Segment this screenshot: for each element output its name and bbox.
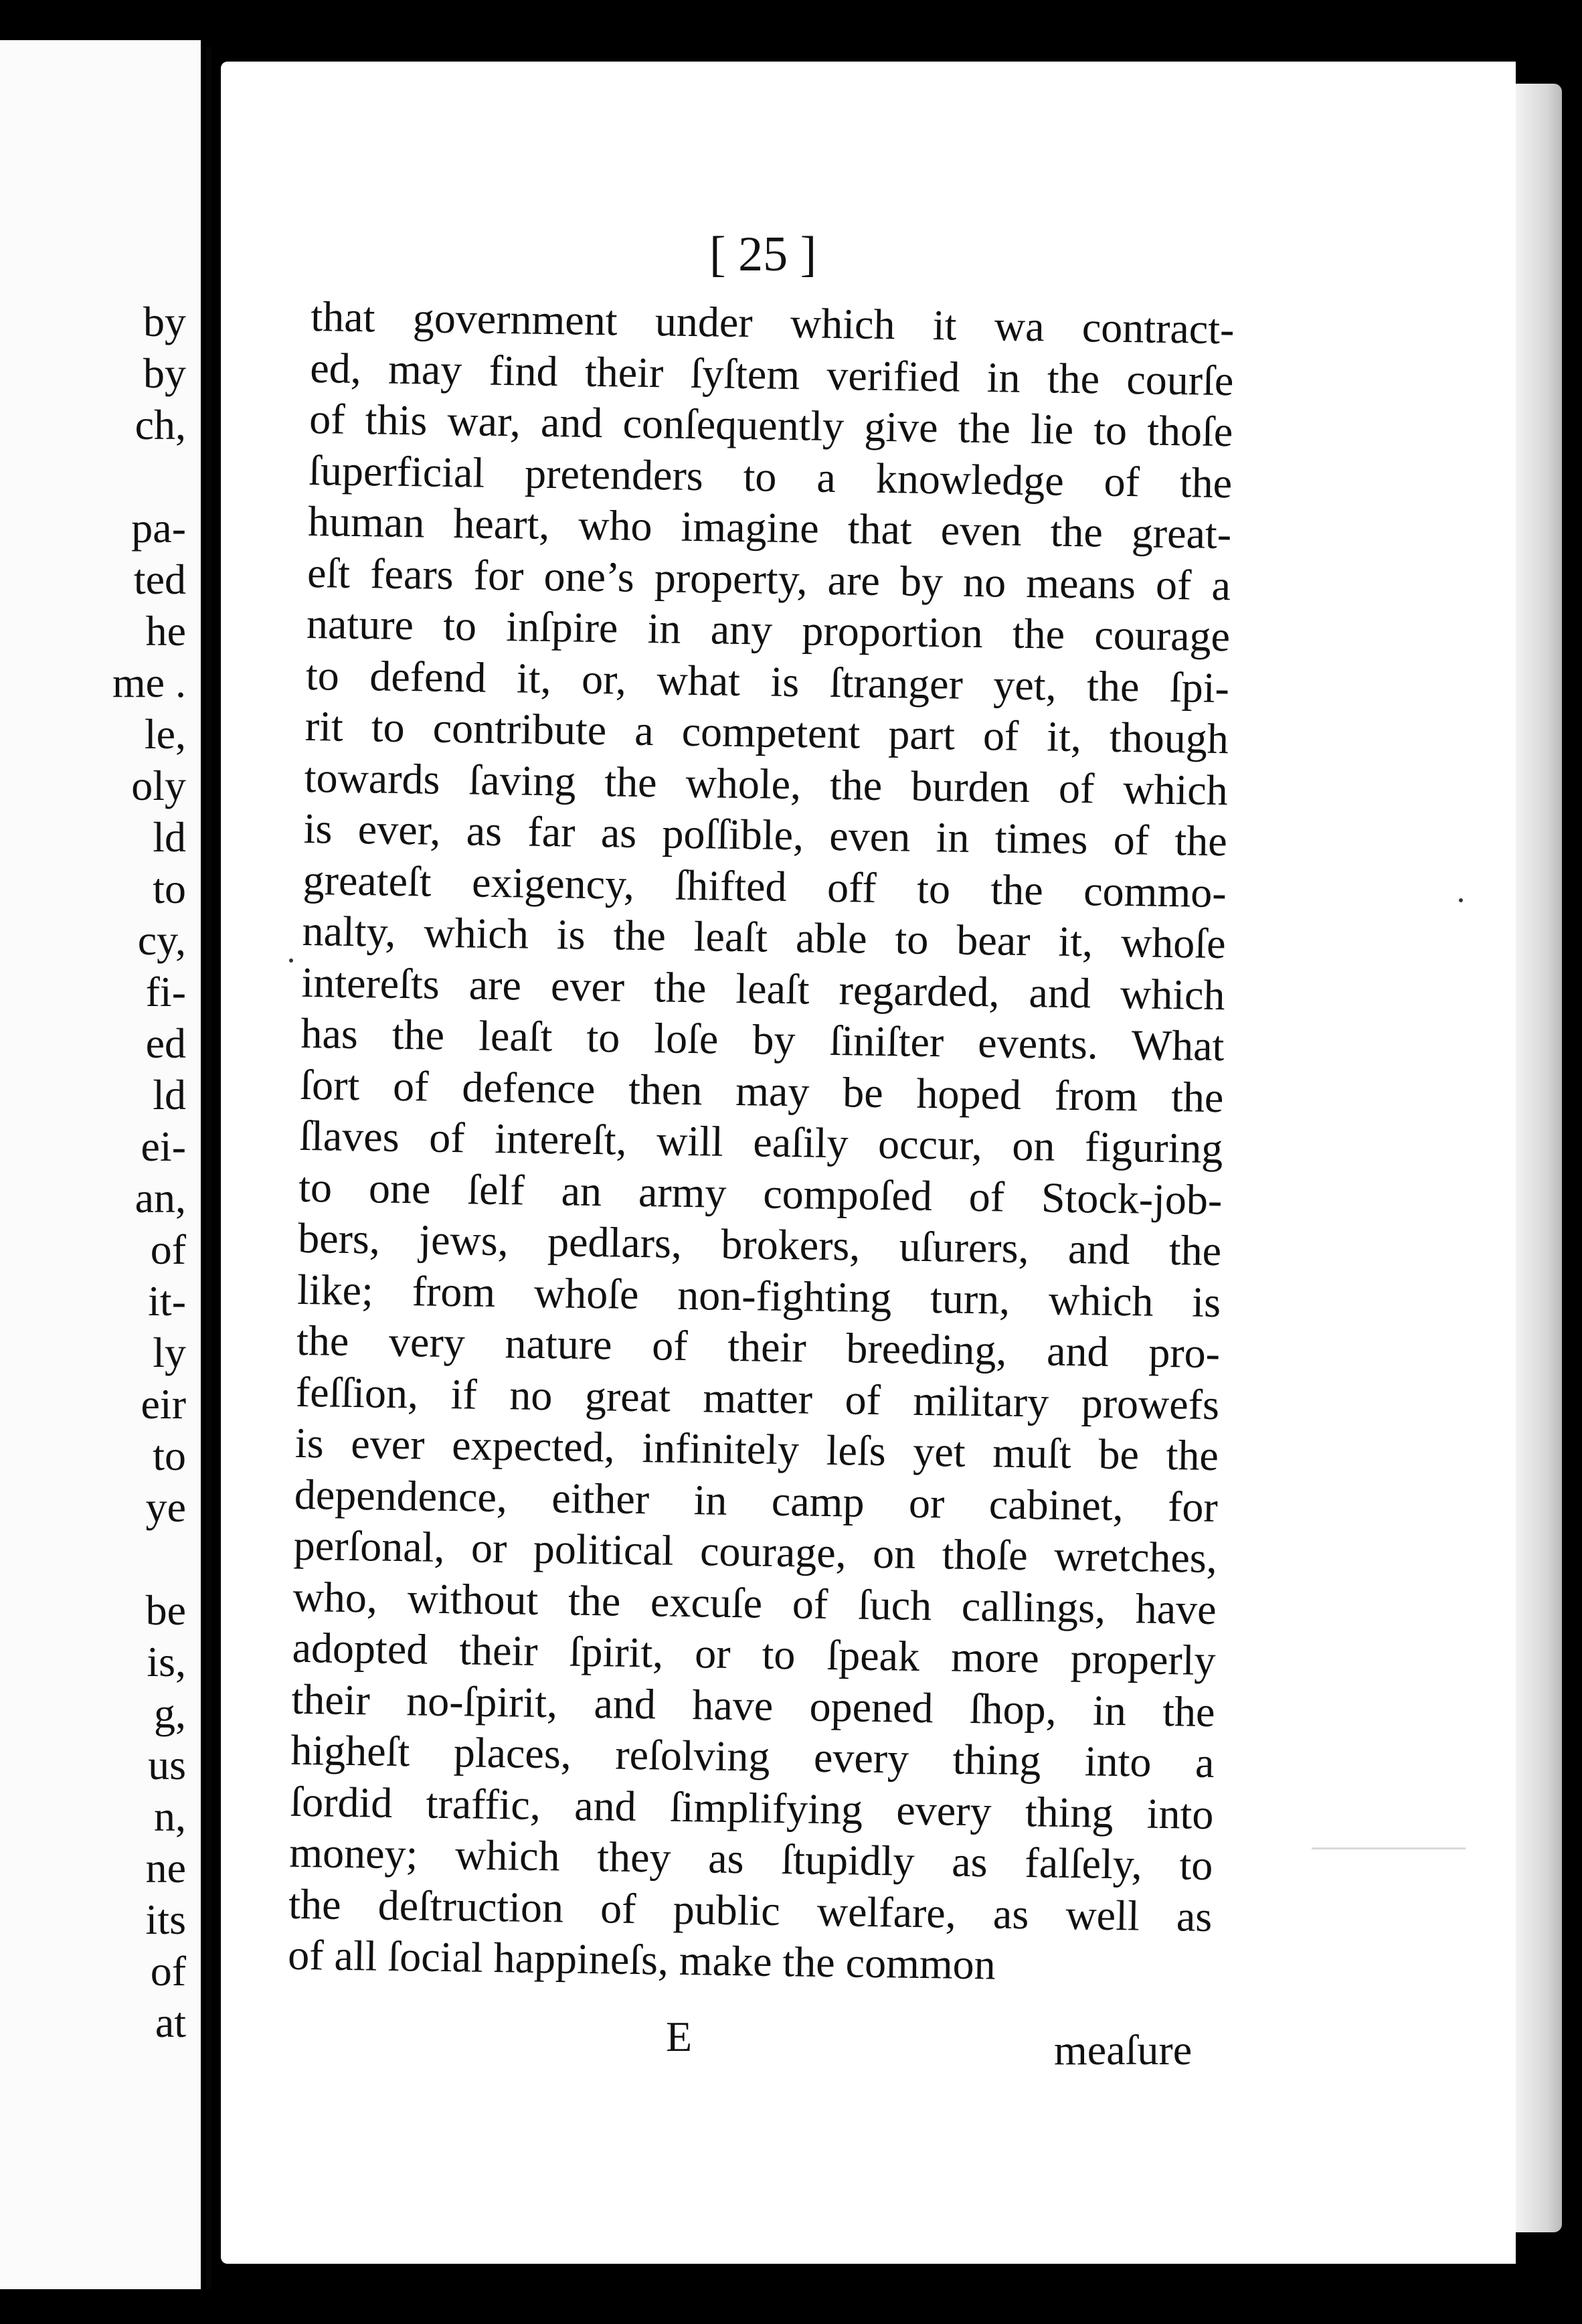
- signature-mark: E: [666, 2013, 693, 2060]
- fragment-line: ld: [153, 813, 186, 861]
- facing-page-left: [0, 40, 201, 2289]
- book-gutter: [206, 47, 211, 2289]
- fragment-line: [112, 1533, 186, 1584]
- fragment-line: le,: [144, 710, 186, 758]
- text-line: their no-ſpirit, and have opened ſhop, in the: [291, 1675, 1215, 1736]
- page-edge-shadow: [1514, 84, 1562, 2232]
- fragment-line: by: [143, 298, 186, 345]
- page-number: [ 25 ]: [709, 227, 817, 282]
- text-line: human heart, who imagine that even the great-: [307, 497, 1232, 558]
- text-line: perſonal, or political courage, on thoſe wretches,: [293, 1521, 1218, 1582]
- fragment-line: ei-: [141, 1123, 186, 1170]
- fragment-line: cy,: [137, 916, 186, 964]
- text-line: is ever, as far as poſſible, even in times of the: [303, 804, 1228, 865]
- fragment-line: to: [153, 1432, 186, 1479]
- text-line: ſordid traffic, and ſimplifying every thing into: [290, 1777, 1214, 1838]
- fragment-line: of: [150, 1947, 186, 1995]
- text-line: to one ſelf an army compoſed of Stock-job-: [298, 1163, 1223, 1224]
- fragment-line: to: [153, 865, 186, 912]
- fragment-line: he: [145, 607, 186, 655]
- text-line: bers, jews, pedlars, brokers, uſurers, and the: [297, 1214, 1222, 1275]
- text-line: the very nature of their breeding, and pro-: [296, 1316, 1221, 1378]
- fragment-line: its: [145, 1896, 186, 1943]
- fragment-line: ly: [153, 1329, 186, 1376]
- text-line: dependence, either in camp or cabinet, for: [294, 1470, 1219, 1531]
- text-line: is ever expected, infinitely leſs yet muſt be the: [294, 1418, 1219, 1480]
- ink-speck: [289, 959, 293, 963]
- fragment-line: n,: [154, 1793, 186, 1840]
- catchword: meaſure: [1054, 2026, 1193, 2074]
- text-line: like; from whoſe non-fighting turn, which is: [296, 1265, 1221, 1326]
- text-line: the deſtruction of public welfare, as well as: [288, 1880, 1213, 1940]
- text-line: greateſt exigency, ſhifted off to the commo-: [302, 855, 1227, 916]
- text-line: ed, may find their ſyſtem verified in the courſe: [309, 343, 1234, 404]
- text-line: of this war, and conſequently give the lie to thoſe: [309, 394, 1233, 456]
- fragment-line: by: [143, 349, 186, 397]
- fragment-line: ch,: [135, 401, 186, 448]
- fragment-line: an,: [135, 1174, 186, 1222]
- text-line: of all ſocial happineſs, make the common: [287, 1930, 996, 1989]
- fragment-line: is,: [147, 1638, 186, 1685]
- text-line: adopted their ſpirit, or to ſpeak more properly: [292, 1623, 1217, 1685]
- text-line: who, without the excuſe of ſuch callings, have: [292, 1572, 1217, 1633]
- text-line: ſuperficial pretenders to a knowledge of the: [308, 446, 1233, 507]
- fragment-line: be: [145, 1586, 186, 1634]
- text-line: eſt fears for one’s property, are by no means of a: [306, 548, 1231, 609]
- fragment-line: ed: [145, 1019, 186, 1067]
- text-line: that government under which it wa contract-: [310, 292, 1235, 353]
- ink-speck: [1459, 898, 1463, 902]
- text-line: feſſion, if no great matter of military prowefs: [295, 1367, 1220, 1428]
- margin-smudge: [1312, 1842, 1466, 1849]
- fragment-line: ld: [153, 1071, 186, 1118]
- text-line: higheſt places, reſolving every thing into a: [290, 1726, 1215, 1787]
- text-line: money; which they as ſtupidly as falſely, to: [288, 1828, 1213, 1890]
- text-line: ſlaves of intereſt, will eaſily occur, on figuring: [298, 1111, 1223, 1173]
- page-body-text: [288, 291, 1235, 1994]
- fragment-line: me .: [112, 659, 186, 706]
- text-line: has the leaſt to loſe by ſiniſter events. What: [300, 1009, 1225, 1070]
- fragment-line: ne: [145, 1844, 186, 1892]
- fragment-line: fi-: [145, 968, 186, 1015]
- fragment-line: at: [155, 1999, 186, 2046]
- left-page-text-fragments: [112, 296, 186, 2048]
- text-line: rit to contribute a competent part of it, though: [304, 701, 1229, 763]
- fragment-line: oly: [131, 762, 186, 809]
- fragment-line: of: [150, 1226, 186, 1273]
- text-line: to defend it, or, what is ſtranger yet, the ſpi-: [305, 651, 1230, 712]
- text-line: nalty, which is the leaſt able to bear it, whoſe: [302, 906, 1227, 968]
- text-line: towards ſaving the whole, the burden of which: [304, 753, 1229, 814]
- fragment-line: it-: [148, 1277, 186, 1325]
- fragment-line: eir: [141, 1380, 186, 1428]
- text-line: ſort of defence then may be hoped from the: [299, 1060, 1224, 1121]
- text-line: nature to inſpire in any proportion the courage: [306, 599, 1231, 661]
- text-line: intereſts are ever the leaſt regarded, and which: [301, 958, 1225, 1019]
- fragment-line: ted: [133, 556, 186, 603]
- fragment-line: us: [148, 1741, 186, 1789]
- fragment-line: g,: [154, 1689, 186, 1737]
- fragment-line: pa-: [131, 504, 186, 552]
- fragment-line: [112, 450, 186, 502]
- fragment-line: ye: [145, 1483, 186, 1531]
